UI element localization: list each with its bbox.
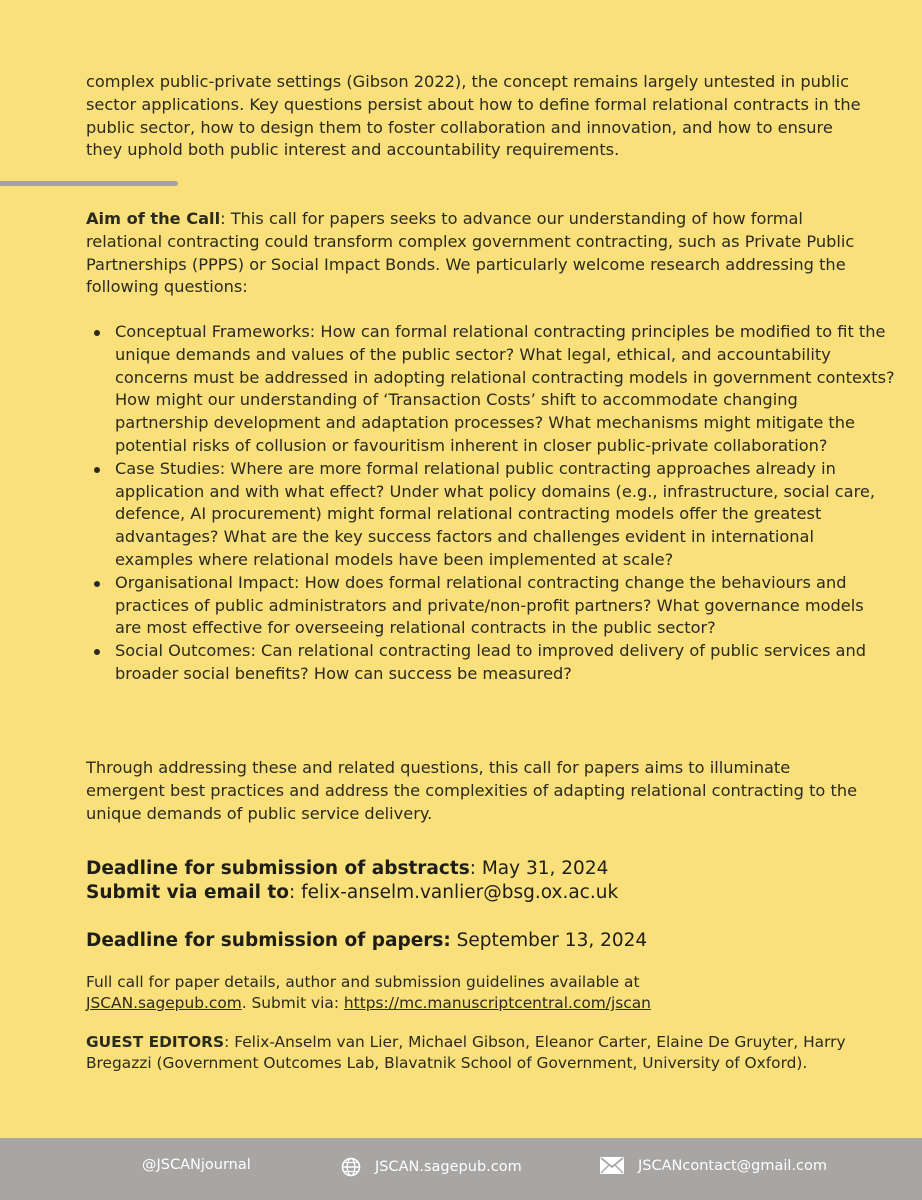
footer-twitter[interactable]	[142, 1157, 251, 1173]
submit-via-text: . Submit via:	[241, 994, 344, 1012]
bullet-icon	[94, 649, 100, 655]
abstracts-deadline-value: : May 31, 2024	[469, 858, 609, 879]
bullet-icon	[94, 581, 100, 587]
full-call-details	[86, 972, 866, 1014]
research-questions-list	[86, 321, 895, 686]
email-text[interactable]: JSCANcontact@gmail.com	[638, 1157, 827, 1174]
aim-paragraph	[86, 208, 866, 299]
footer-email[interactable]	[600, 1157, 827, 1174]
guest-editors-label: GUEST EDITORS	[86, 1033, 225, 1051]
list-item	[115, 572, 895, 640]
list-item-text: Case Studies: Where are more formal relational public contracting approaches already in application and with what effect? Under what policy domains (e.g., infrastructure, social care, defence, AI procurement) might formal relational contracting models offer the greatest advantages? What are the key success factors and challenges evident in international examples where relational models have been implemented at scale?	[115, 458, 875, 569]
abstracts-deadline	[86, 857, 886, 881]
submit-email	[86, 881, 886, 905]
intro-paragraph: complex public-private settings (Gibson 2022), the concept remains largely untested in public sector applications. Key questions persist about how to define formal relational contracts in the public sector, how to design them to foster collaboration and innovation, and how to ensure they uphold both public interest and accountability requirements.	[86, 72, 861, 160]
papers-deadline-value: September 13, 2024	[450, 930, 648, 951]
list-item-text: Organisational Impact: How does formal relational contracting change the behaviours and practices of public administrators and private/non-profit partners? What governance models are most effective for overseeing relational contracts in the public sector?	[115, 572, 864, 638]
papers-deadline	[86, 929, 886, 953]
bullet-icon	[94, 330, 100, 336]
aim-label: Aim of the Call	[86, 209, 221, 228]
list-item-text: Social Outcomes: Can relational contracting lead to improved delivery of public services and broader social benefits? How can success be measured?	[115, 641, 866, 683]
footer-bar	[0, 1138, 922, 1200]
guest-editors-text: : Felix-Anselm van Lier, Michael Gibson, Eleanor Carter, Elaine De Gruyter, Harry Bregazzi (Government Outcomes Lab, Blavatnik School of Government, University of Oxford).	[86, 1033, 846, 1072]
footer-website[interactable]	[341, 1157, 522, 1177]
manuscript-central-link[interactable]: https://mc.manuscriptcentral.com/jscan	[343, 994, 651, 1012]
papers-deadline-label: Deadline for submission of papers:	[86, 930, 451, 951]
submit-email-value: : felix-anselm.vanlier@bsg.ox.ac.uk	[288, 882, 619, 903]
bullet-icon	[94, 467, 100, 473]
list-item-text: Conceptual Frameworks: How can formal relational contracting principles be modified to fit the unique demands and values of the public sector? What legal, ethical, and accountability concerns must be addressed in adopting relational contracting models in government contexts? How might our understanding of ‘Transaction Costs’ shift to accommodate changing partnership development and adaptation processes? What mechanisms might mitigate the potential risks of collusion or favouritism inherent in closer public-private collaboration?	[115, 322, 895, 455]
envelope-icon	[600, 1157, 624, 1174]
globe-icon	[341, 1157, 361, 1177]
abstracts-deadline-label: Deadline for submission of abstracts	[86, 858, 470, 879]
section-divider	[0, 181, 178, 186]
list-item	[115, 321, 895, 458]
website-text[interactable]: JSCAN.sagepub.com	[375, 1159, 522, 1175]
journal-website-link[interactable]: JSCAN.sagepub.com	[86, 994, 242, 1012]
list-item	[115, 458, 895, 572]
full-call-text: Full call for paper details, author and submission guidelines available at	[86, 973, 640, 991]
twitter-handle[interactable]: @JSCANjournal	[142, 1157, 251, 1173]
guest-editors	[86, 1032, 866, 1074]
aim-text: : This call for papers seeks to advance our understanding of how formal relational contracting could transform complex government contracting, such as Private Public Partnerships (PPPS) or Social Impact Bonds. We particularly welcome research addressing the following questions:	[86, 209, 855, 297]
closing-paragraph: Through addressing these and related questions, this call for papers aims to illuminate emergent best practices and address the complexities of adapting relational contracting to the unique demands of public service delivery.	[86, 758, 858, 823]
submit-email-label: Submit via email to	[86, 882, 289, 903]
list-item	[115, 640, 895, 686]
